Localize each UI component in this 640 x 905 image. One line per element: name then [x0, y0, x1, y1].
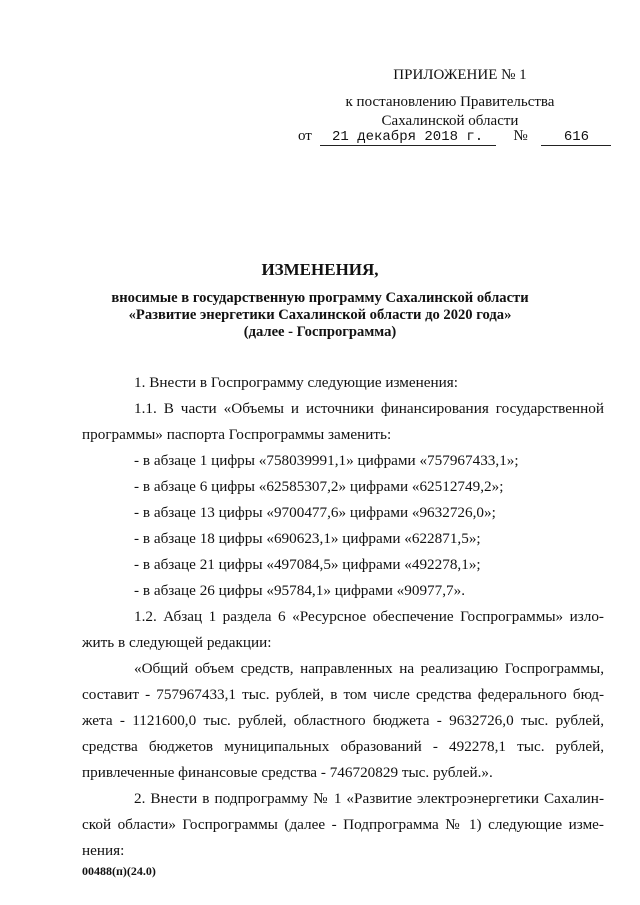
date-number-line [298, 128, 608, 146]
number-value: 616 [541, 129, 611, 146]
paragraph-1-2-line-2: жить в следующей редакции: [82, 634, 272, 651]
title-subline-3: (далее - Госпрограмма) [243, 324, 397, 340]
title-subline-1: вносимые в государственную программу Сахалинской области [111, 290, 529, 306]
footer-code: 00488(п)(24.0) [82, 864, 156, 878]
paragraph-1-1-line-2: программы» паспорта Госпрограммы заменить: [82, 426, 392, 443]
list-item: - в абзаце 18 цифры «690623,1» цифрами «622871,5»; [134, 530, 481, 547]
date-prefix: от [298, 128, 312, 144]
header-line-2: Сахалинской области [381, 113, 519, 129]
header-line-1: к постановлению Правительства [345, 94, 555, 110]
quote-line: привлеченные финансовые средства - 746720829 тыс. рублей.». [82, 764, 493, 781]
paragraph-1-2-line-1: 1.2. Абзац 1 раздела 6 «Ресурсное обеспечение Госпрограммы» изло- [134, 608, 604, 625]
title-subline-2: «Развитие энергетики Сахалинской области до 2020 года» [128, 307, 512, 323]
list-item: - в абзаце 6 цифры «62585307,2» цифрами «62512749,2»; [134, 478, 504, 495]
quote-line: «Общий объем средств, направленных на реализацию Госпрограммы, [134, 660, 604, 677]
number-prefix: № [513, 128, 528, 144]
quote-line: средства бюджетов муниципальных образований - 492278,1 тыс. рублей, [82, 738, 604, 755]
list-item: - в абзаце 13 цифры «9700477,6» цифрами «9632726,0»; [134, 504, 496, 521]
paragraph-1: 1. Внести в Госпрограмму следующие изменения: [134, 374, 458, 391]
paragraph-2-line: ской области» Госпрограммы (далее - Подпрограмма № 1) следующие изме- [82, 816, 604, 833]
quote-line: составит - 757967433,1 тыс. рублей, в том числе средства федерального бюд- [82, 686, 604, 703]
paragraph-2-line: нения: [82, 842, 125, 859]
paragraph-1-1-line-1: 1.1. В части «Объемы и источники финансирования государственной [134, 400, 604, 417]
list-item: - в абзаце 26 цифры «95784,1» цифрами «90977,7». [134, 582, 466, 599]
document-title: ИЗМЕНЕНИЯ, [261, 260, 379, 279]
paragraph-2-line: 2. Внести в подпрограмму № 1 «Развитие электроэнергетики Сахалин- [134, 790, 604, 807]
appendix-label: ПРИЛОЖЕНИЕ № 1 [393, 67, 527, 83]
date-value: 21 декабря 2018 г. [320, 129, 496, 146]
list-item: - в абзаце 1 цифры «758039991,1» цифрами «757967433,1»; [134, 452, 519, 469]
quote-line: жета - 1121600,0 тыс. рублей, областного бюджета - 9632726,0 тыс. рублей, [82, 712, 604, 729]
list-item: - в абзаце 21 цифры «497084,5» цифрами «492278,1»; [134, 556, 481, 573]
